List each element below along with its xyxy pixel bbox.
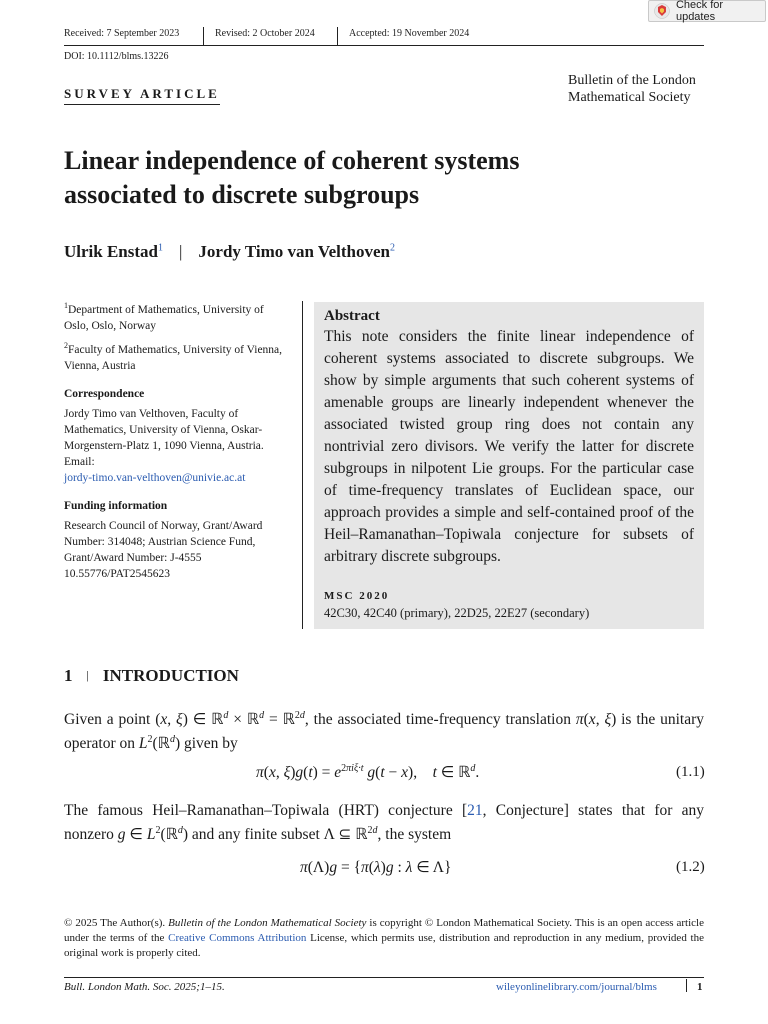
equation-number: (1.2)	[676, 859, 705, 875]
body-paragraph	[64, 706, 704, 754]
text-run: is copyright © London Mathematical Society. This is an open access article under the terms of the	[64, 917, 704, 944]
doi: DOI: 10.1112/blms.13226	[64, 51, 169, 62]
paper-title	[64, 144, 684, 212]
text-run: given by	[180, 735, 238, 753]
header-divider	[203, 27, 204, 45]
check-for-updates-button[interactable]	[648, 0, 766, 22]
author-name: Jordy Timo van Velthoven	[198, 242, 391, 261]
affiliation-text: Department of Mathematics, University of Oslo, Oslo, Norway	[64, 303, 264, 332]
affiliation	[64, 298, 286, 334]
correspondence-text: Jordy Timo van Velthoven, Faculty of Mathematics, University of Vienna, Oskar-Morgenstern-Platz 1, 1090 Vienna, Austria.	[64, 407, 264, 452]
body-paragraph	[64, 801, 704, 845]
text-run: The famous Heil–Ramanathan–Topiwala (HRT) conjecture [	[64, 802, 468, 819]
email-link[interactable]: jordy-timo.van-velthoven@univie.ac.at	[64, 471, 246, 484]
text-run: License, which permits use, distribution and reproduction in any medium, provided the original work is properly cited.	[64, 932, 704, 959]
revised-date: Revised: 2 October 2024	[215, 28, 315, 39]
accepted-date: Accepted: 19 November 2024	[349, 28, 470, 39]
section-heading	[64, 666, 239, 686]
affiliation-number: 1	[64, 301, 68, 310]
affiliation-number: 2	[64, 340, 68, 350]
email-label: Email:	[64, 455, 95, 468]
journal-name-italic: Bulletin of the London Mathematical Society	[168, 917, 367, 929]
received-date: Received: 7 September 2023	[64, 28, 180, 39]
text-run: , the system	[377, 826, 452, 844]
author-name: Ulrik Enstad	[64, 242, 158, 261]
affiliation-text: Faculty of Mathematics, University of Vienna, Vienna, Austria	[64, 343, 283, 372]
correspondence-heading: Correspondence	[64, 387, 145, 400]
page-number: 1	[697, 981, 703, 993]
check-for-updates-label: Check for updates	[675, 0, 724, 23]
license-link[interactable]: Creative Commons Attribution	[168, 932, 307, 944]
text-run: Given a point	[64, 711, 156, 729]
msc-heading: MSC 2020	[324, 590, 390, 602]
msc-codes: 42C30, 42C40 (primary), 22D25, 22E27 (secondary)	[324, 606, 590, 620]
copyright-notice	[64, 916, 704, 961]
citation-info: Bull. London Math. Soc. 2025;1–15.	[64, 981, 225, 993]
math-inline: Λ ⊆ ℝ$^{2d}$	[323, 825, 378, 844]
title-line1: Linear independence of coherent systems	[64, 146, 520, 175]
math-inline: g ∈ $L^2(ℝ^d)$	[117, 825, 189, 844]
journal-name-line2: Mathematical Society	[568, 90, 691, 105]
journal-name	[568, 72, 696, 106]
article-info-column	[64, 298, 286, 582]
article-type: SURVEY ARTICLE	[64, 86, 220, 101]
journal-name-line1: Bulletin of the London	[568, 73, 696, 88]
text-run: is the unitary operator on	[64, 711, 705, 753]
column-divider	[302, 301, 303, 629]
abstract-box	[314, 302, 704, 629]
footer-rule	[64, 977, 704, 978]
affiliation	[64, 338, 286, 374]
section-number: 1	[64, 666, 73, 685]
header-rule	[64, 45, 704, 46]
header-divider	[337, 27, 338, 45]
text-run: © 2025 The Author(s).	[64, 917, 169, 929]
funding-heading: Funding information	[64, 499, 168, 512]
author-list	[64, 242, 395, 262]
math-inline: (x, ξ) ∈ ℝ$^d$ × ℝ$^d$ = ℝ$^{2d}$	[155, 710, 305, 729]
math-inline: $L^2(ℝ^d)$	[138, 734, 181, 753]
author-affiliation-mark[interactable]: 2	[390, 242, 396, 254]
crossmark-icon	[654, 3, 670, 19]
article-type-underline	[64, 104, 220, 105]
title-line2: associated to discrete subgroups	[64, 180, 420, 209]
equation: π(x, $\xi)g(t) = e^{2\pi i\xi\cdot t}$ g(t − x), t ∈ ℝ$^d$.	[256, 763, 480, 782]
equation-number: (1.1)	[676, 764, 705, 780]
text-run: , Conjecture] states that for any nonzero	[64, 802, 705, 844]
section-title: INTRODUCTION	[102, 666, 239, 685]
text-run: and any finite subset	[188, 826, 324, 844]
equation: π(Λ)g = {π(λ)g : λ ∈ Λ}	[300, 859, 452, 876]
funding-text: Research Council of Norway, Grant/Award Number: 314048; Austrian Science Fund, Grant/Award Number: J-4555 10.55776/PAT2545623	[64, 519, 263, 580]
author-separator: |	[179, 242, 183, 261]
author-affiliation-mark[interactable]: 1	[158, 242, 163, 254]
journal-url-link[interactable]: wileyonlinelibrary.com/journal/blms	[496, 981, 657, 993]
section-separator: |	[86, 668, 89, 682]
math-inline: π(x, ξ)	[575, 711, 617, 729]
footer-divider	[686, 979, 687, 992]
text-run: , the associated time-frequency translation	[304, 711, 576, 729]
abstract-body: This note considers the finite linear independence of coherent systems associated to discrete subgroups. We show by simple arguments that such coherent systems of amenable groups are linearly independent whenever the associated twisted group ring does not contain any nontrivial zero divisors. We verify the latter for discrete subgroups in nilpotent Lie groups. For the particular case of time-frequency translates of Euclidean space, our approach provides a simple and self-contained proof of the Heil–Ramanathan–Topiwala conjecture for subsets of arbitrary discrete subgroups.	[324, 328, 694, 565]
abstract-heading: Abstract	[324, 308, 380, 324]
citation-link[interactable]: 21	[467, 802, 483, 819]
